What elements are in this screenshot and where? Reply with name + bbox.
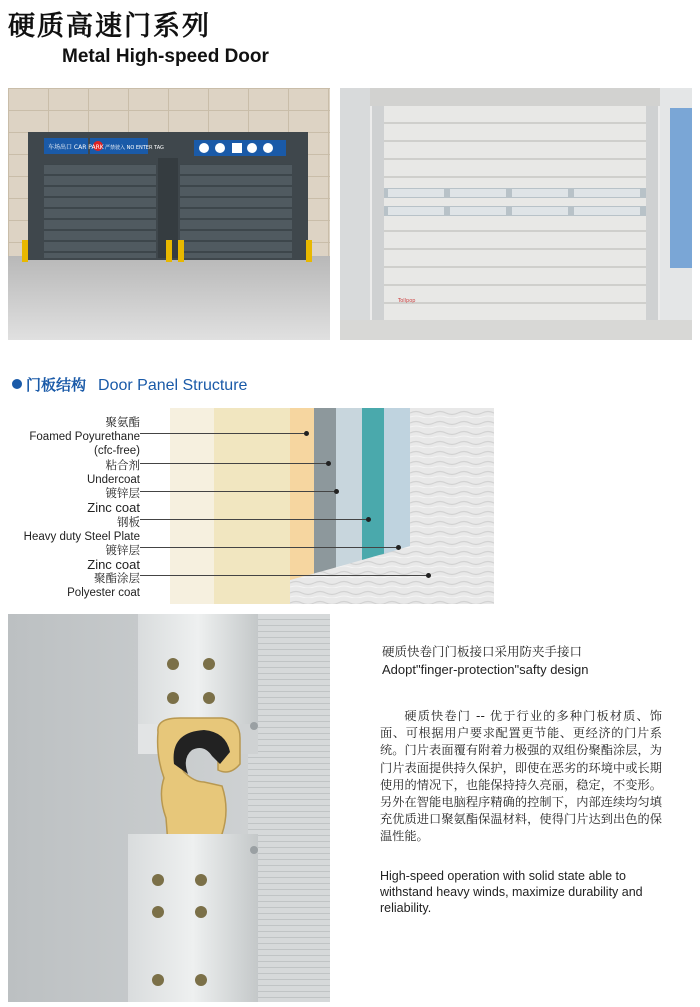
layer-label-undercoat: 粘合剂 Undercoat bbox=[86, 460, 140, 486]
section-heading bbox=[12, 374, 247, 395]
bullet-icon bbox=[12, 379, 22, 389]
description-paragraph-en: High-speed operation with solid state able to withstand heavy winds, maximize durability and reliability. bbox=[380, 869, 643, 915]
sign-no-enter: 严禁驶入 NO ENTER TAG bbox=[105, 145, 164, 151]
leader-line-zinc-2 bbox=[140, 547, 398, 548]
finger-protection-title-cn: 硬质快卷门门板接口采用防夹手接口 bbox=[382, 644, 583, 659]
leader-dot-undercoat bbox=[326, 461, 331, 466]
finger-protection-title-en: Adopt"finger-protection"safty design bbox=[382, 662, 589, 677]
leader-dot-polyester bbox=[426, 573, 431, 578]
section-heading-en: Door Panel Structure bbox=[98, 377, 248, 394]
leader-dot-zinc-1 bbox=[334, 489, 339, 494]
page-title-en: Metal High-speed Door bbox=[62, 46, 269, 67]
sign-car-park: 车场出口 CAR PARK bbox=[48, 144, 104, 151]
leader-line-foam bbox=[140, 433, 306, 434]
section-heading-cn: 门板结构 bbox=[26, 376, 87, 394]
garage-door-photo bbox=[8, 88, 330, 340]
layer-label-steel: 钢板 Heavy duty Steel Plate bbox=[23, 517, 140, 543]
door-brand-label: Tollpop bbox=[398, 298, 416, 304]
leader-dot-steel bbox=[366, 517, 371, 522]
layer-label-zinc-2: 镀锌层 Zinc coat bbox=[87, 545, 140, 572]
leader-line-polyester bbox=[140, 575, 428, 576]
page-title-cn: 硬质高速门系列 bbox=[8, 11, 211, 42]
leader-line-undercoat bbox=[140, 463, 328, 464]
leader-line-steel bbox=[140, 519, 368, 520]
description-paragraph-cn: 硬质快卷门 -- 优于行业的多种门板材质、饰面、可根据用户要求配置更节能、更经济的门片系统。门片表面覆有附着力极强的双组份聚酯涂层，为门片表面提供持久保护，即使在恶劣的环境中或长期使用的情况下，也能保持持久亮丽，稳定，不变形。另外在智能电脑程序精确的控制下，内部连续均匀填充优质进口聚氨酯保温材料，使得门片达到出色的保温性能。 bbox=[380, 709, 662, 844]
leader-line-zinc-1 bbox=[140, 491, 336, 492]
layer-label-polyester: 聚酯涂层 Polyester coat bbox=[67, 573, 140, 599]
layer-label-foam: 聚氨酯 Foamed Poyurethane (cfc-free) bbox=[29, 417, 140, 457]
leader-dot-zinc-2 bbox=[396, 545, 401, 550]
leader-dot-foam bbox=[304, 431, 309, 436]
interior-door-photo bbox=[340, 88, 692, 340]
finger-protection-photo bbox=[8, 614, 330, 1002]
layer-label-zinc-1: 镀锌层 Zinc coat bbox=[87, 488, 140, 515]
